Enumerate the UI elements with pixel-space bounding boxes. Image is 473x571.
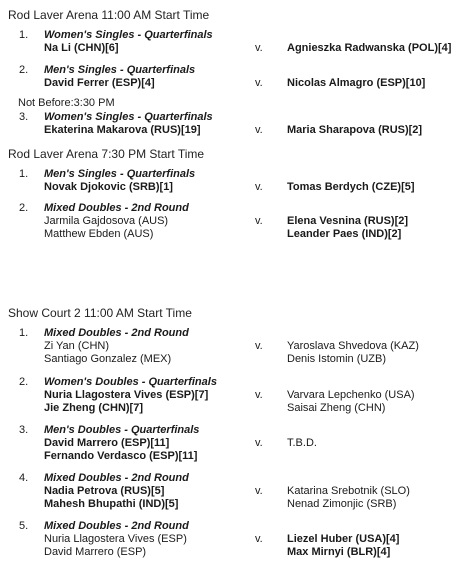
match-number: 2.	[19, 202, 29, 214]
player-right: Nenad Zimonjic (SRB)	[287, 498, 397, 510]
match-number: 2.	[19, 376, 29, 388]
player-left: Matthew Ebden (AUS)	[44, 228, 154, 240]
player-right: Max Mirnyi (BLR)[4]	[287, 546, 391, 558]
match-round: Mixed Doubles - 2nd Round	[44, 472, 189, 484]
versus-label: v.	[255, 389, 263, 401]
player-left: Jie Zheng (CHN)[7]	[44, 402, 143, 414]
match-round: Women's Singles - Quarterfinals	[44, 29, 213, 41]
match-number: 3.	[19, 424, 29, 436]
match-number: 4.	[19, 472, 29, 484]
player-left: Ekaterina Makarova (RUS)[19]	[44, 124, 201, 136]
player-left: Nuria Llagostera Vives (ESP)	[44, 533, 187, 545]
match-round: Mixed Doubles - 2nd Round	[44, 202, 189, 214]
player-right: Elena Vesnina (RUS)[2]	[287, 215, 409, 227]
match-round: Mixed Doubles - 2nd Round	[44, 520, 189, 532]
player-right: Tomas Berdych (CZE)[5]	[287, 181, 415, 193]
player-left: Nuria Llagostera Vives (ESP)[7]	[44, 389, 209, 401]
versus-label: v.	[255, 340, 263, 352]
player-right: T.B.D.	[287, 437, 317, 449]
match-round: Men's Singles - Quarterfinals	[44, 168, 196, 180]
match-number: 5.	[19, 520, 29, 532]
versus-label: v.	[255, 437, 263, 449]
versus-label: v.	[255, 485, 263, 497]
match-number: 2.	[19, 64, 29, 76]
player-right: Liezel Huber (USA)[4]	[287, 533, 400, 545]
player-right: Maria Sharapova (RUS)[2]	[287, 124, 423, 136]
player-left: Fernando Verdasco (ESP)[11]	[44, 450, 198, 462]
player-right: Denis Istomin (UZB)	[287, 353, 387, 365]
match-number: 1.	[19, 168, 29, 180]
match-round: Men's Doubles - Quarterfinals	[44, 424, 200, 436]
player-right: Saisai Zheng (CHN)	[287, 402, 386, 414]
match-round: Men's Singles - Quarterfinals	[44, 64, 196, 76]
player-right: Agnieszka Radwanska (POL)[4]	[287, 42, 452, 54]
player-left: David Marrero (ESP)	[44, 546, 147, 558]
match-round: Mixed Doubles - 2nd Round	[44, 327, 189, 339]
player-left: David Ferrer (ESP)[4]	[44, 77, 155, 89]
court-session-header: Show Court 2 11:00 AM Start Time	[8, 306, 192, 320]
player-right: Leander Paes (IND)[2]	[287, 228, 402, 240]
player-right: Varvara Lepchenko (USA)	[287, 389, 415, 401]
versus-label: v.	[255, 533, 263, 545]
court-session-header: Rod Laver Arena 11:00 AM Start Time	[8, 8, 210, 22]
player-left: Na Li (CHN)[6]	[44, 42, 119, 54]
match-number: 3.	[19, 111, 29, 123]
court-session-header: Rod Laver Arena 7:30 PM Start Time	[8, 147, 205, 161]
versus-label: v.	[255, 42, 263, 54]
player-left: David Marrero (ESP)[11]	[44, 437, 170, 449]
player-left: Santiago Gonzalez (MEX)	[44, 353, 172, 365]
not-before-time: Not Before:3:30 PM	[18, 97, 115, 109]
player-left: Novak Djokovic (SRB)[1]	[44, 181, 173, 193]
player-right: Katarina Srebotnik (SLO)	[287, 485, 410, 497]
match-round: Women's Singles - Quarterfinals	[44, 111, 213, 123]
player-right: Yaroslava Shvedova (KAZ)	[287, 340, 419, 352]
versus-label: v.	[255, 215, 263, 227]
match-number: 1.	[19, 29, 29, 41]
player-left: Mahesh Bhupathi (IND)[5]	[44, 498, 179, 510]
versus-label: v.	[255, 77, 263, 89]
player-left: Zi Yan (CHN)	[44, 340, 109, 352]
player-right: Nicolas Almagro (ESP)[10]	[287, 77, 426, 89]
match-round: Women's Doubles - Quarterfinals	[44, 376, 217, 388]
versus-label: v.	[255, 181, 263, 193]
player-left: Jarmila Gajdosova (AUS)	[44, 215, 169, 227]
player-left: Nadia Petrova (RUS)[5]	[44, 485, 165, 497]
versus-label: v.	[255, 124, 263, 136]
match-number: 1.	[19, 327, 29, 339]
